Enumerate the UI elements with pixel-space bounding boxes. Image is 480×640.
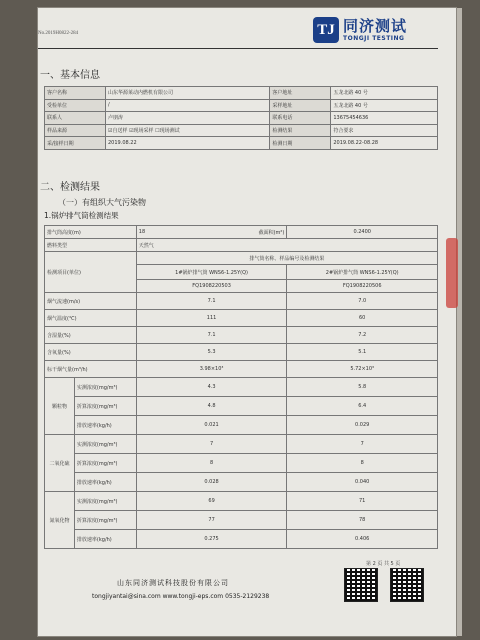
- info-label: 采/接样日期: [45, 137, 106, 150]
- info-value: 五龙北路 40 号: [331, 99, 438, 112]
- info-row: [45, 137, 438, 150]
- pollutant-value-1: 8: [136, 454, 287, 473]
- area-value: 0.2400: [287, 226, 438, 239]
- report-number: No.2019H0822-284: [38, 31, 79, 36]
- pollutant-row: [45, 454, 438, 473]
- pollutant-value-1: 77: [136, 511, 287, 530]
- pollutant-value-1: 0.028: [136, 473, 287, 492]
- table-title: 1.锅炉排气筒检测结果: [44, 211, 119, 220]
- info-label: 样品来源: [45, 124, 106, 137]
- stack-height-value: 18 截面积(m²): [136, 226, 287, 239]
- seal-stamp: [446, 238, 458, 308]
- pollutant-value-1: 0.021: [136, 416, 287, 435]
- logo-chinese: 同济测试: [343, 16, 408, 35]
- result-value-1: 7.1: [136, 327, 287, 344]
- footer-contact: tongjiyantai@sina.com www.tongji-eps.com 0535-2129238: [92, 593, 270, 600]
- fuel-label: 燃料类型: [45, 239, 137, 252]
- pollutant-metric: 折算浓度(mg/m³): [74, 397, 136, 416]
- pollutant-row: [45, 416, 438, 435]
- info-label: 检测日期: [270, 137, 331, 150]
- info-label: 客户名称: [45, 87, 106, 100]
- pollutant-metric: 排放速率(kg/h): [74, 416, 136, 435]
- pollutant-row: [45, 492, 438, 511]
- info-label: 受检单位: [45, 99, 106, 112]
- result-value-1: 3.98×10³: [136, 361, 287, 378]
- area-label: 截面积(m²): [258, 229, 285, 236]
- pollutant-value-2: 0.029: [287, 416, 438, 435]
- pollutant-metric: 排放速率(kg/h): [74, 473, 136, 492]
- basic-info-table: [44, 86, 438, 150]
- pollutant-row: [45, 435, 438, 454]
- pollutant-value-1: 4.3: [136, 378, 287, 397]
- pollutant-metric: 排放速率(kg/h): [74, 530, 136, 549]
- info-value: 山东华源莱动内燃机有限公司: [106, 87, 270, 100]
- footer-company: 山东同济测试科技股份有限公司: [117, 579, 229, 587]
- info-row: [45, 87, 438, 100]
- info-row: [45, 112, 438, 125]
- result-label: 含氧量(%): [45, 344, 137, 361]
- result-row: [45, 344, 438, 361]
- pollutant-row: [45, 473, 438, 492]
- item-label: 检测项目(单位): [45, 252, 137, 293]
- header-rule: [38, 48, 438, 49]
- stack-height-label: 排气筒高度(m): [45, 226, 137, 239]
- col2-name: 2#锅炉排气筒 WNS6-1.25Y(Q): [287, 265, 438, 280]
- col2-sample-id: FQ1908220506: [287, 280, 438, 293]
- result-value-2: 7.0: [287, 293, 438, 310]
- pollutant-row: [45, 378, 438, 397]
- company-logo: [313, 17, 407, 43]
- info-label: 检测结果: [270, 124, 331, 137]
- pollutant-row: [45, 530, 438, 549]
- result-label: 标干烟气量(m³/h): [45, 361, 137, 378]
- info-value: 2019.08.22: [106, 137, 270, 150]
- info-value: ☑自送样 ☑现场采样 ☐现场测试: [106, 124, 270, 137]
- pollutant-value-2: 7: [287, 435, 438, 454]
- pollutant-metric: 实测浓度(mg/m³): [74, 435, 136, 454]
- qr-code-right: [390, 568, 424, 602]
- pollutant-value-2: 78: [287, 511, 438, 530]
- info-row: [45, 124, 438, 137]
- result-value-2: 7.2: [287, 327, 438, 344]
- pollutant-value-1: 0.275: [136, 530, 287, 549]
- result-label: 烟气流速(m/s): [45, 293, 137, 310]
- section-basic-info: 一、基本信息: [40, 70, 100, 81]
- result-value-2: 5.72×10³: [287, 361, 438, 378]
- result-label: 含湿量(%): [45, 327, 137, 344]
- info-label: 联系人: [45, 112, 106, 125]
- info-value: 13675454636: [331, 112, 438, 125]
- pollutant-value-1: 7: [136, 435, 287, 454]
- pollutant-value-2: 6.4: [287, 397, 438, 416]
- pollutant-name: 氮氧化物: [45, 492, 75, 549]
- pollutant-name: 二氧化硫: [45, 435, 75, 492]
- result-row: [45, 310, 438, 327]
- pollutant-value-2: 8: [287, 454, 438, 473]
- result-value-2: 5.1: [287, 344, 438, 361]
- info-value: 符合要求: [331, 124, 438, 137]
- info-value: 2019.08.22-08.28: [331, 137, 438, 150]
- group-header: 排气筒名称、样品编号及检测结果: [136, 252, 437, 265]
- info-value: 五龙北路 40 号: [331, 87, 438, 100]
- pollutant-metric: 实测浓度(mg/m³): [74, 492, 136, 511]
- info-label: 客户地址: [270, 87, 331, 100]
- subsection-title: （一）有组织大气污染物: [58, 198, 146, 207]
- result-row: [45, 361, 438, 378]
- fuel-value: 天然气: [136, 239, 437, 252]
- pollutant-value-1: 4.8: [136, 397, 287, 416]
- col1-sample-id: FQ1908220503: [136, 280, 287, 293]
- result-label: 烟气温度(℃): [45, 310, 137, 327]
- info-value: 卢朋涛: [106, 112, 270, 125]
- logo-english: TONGJI TESTING: [343, 34, 405, 42]
- result-value-1: 5.3: [136, 344, 287, 361]
- pollutant-row: [45, 511, 438, 530]
- pollutant-metric: 实测浓度(mg/m³): [74, 378, 136, 397]
- result-row: [45, 293, 438, 310]
- pollutant-metric: 折算浓度(mg/m³): [74, 511, 136, 530]
- info-label: 采样地址: [270, 99, 331, 112]
- logo-mark-icon: TJ: [313, 17, 339, 43]
- info-row: [45, 99, 438, 112]
- pollutant-value-2: 0.040: [287, 473, 438, 492]
- result-value-1: 111: [136, 310, 287, 327]
- results-table: [44, 225, 438, 549]
- result-value-1: 7.1: [136, 293, 287, 310]
- pollutant-value-1: 69: [136, 492, 287, 511]
- pollutant-metric: 折算浓度(mg/m³): [74, 454, 136, 473]
- result-value-2: 60: [287, 310, 438, 327]
- pollutant-row: [45, 397, 438, 416]
- info-value: /: [106, 99, 270, 112]
- info-label: 联系电话: [270, 112, 331, 125]
- result-row: [45, 327, 438, 344]
- pollutant-value-2: 0.406: [287, 530, 438, 549]
- pollutant-value-2: 5.8: [287, 378, 438, 397]
- col1-name: 1#锅炉排气筒 WNS6-1.25Y(Q): [136, 265, 287, 280]
- page-number: 第 2 页 共 5 页: [366, 561, 401, 567]
- section-results: 二、检测结果: [40, 182, 100, 193]
- qr-code-left: [344, 568, 378, 602]
- pollutant-name: 颗粒物: [45, 378, 75, 435]
- pollutant-value-2: 71: [287, 492, 438, 511]
